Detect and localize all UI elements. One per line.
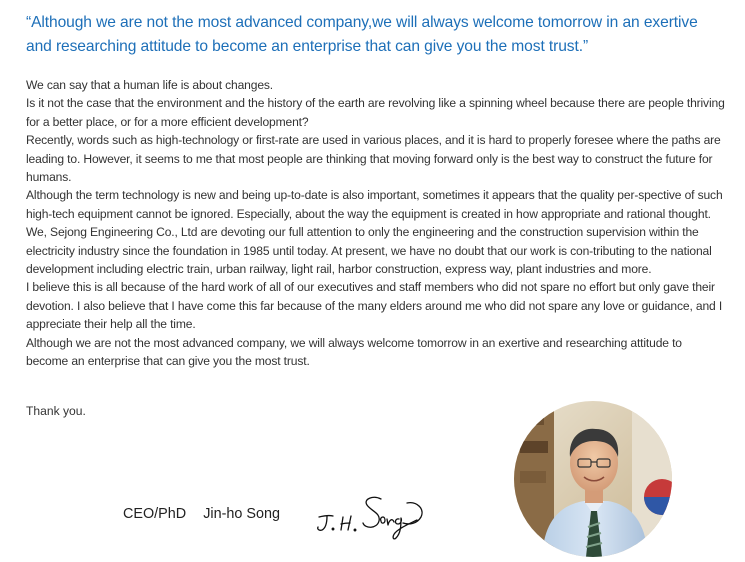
quote-line-1: “Although we are not the most advanced company,we will always welcome tomorrow in an exertive <box>26 14 698 31</box>
paragraph-1: We can say that a human life is about changes. <box>26 78 273 92</box>
quote-line-2: and researching attitude to become an enterprise that can give you the most trust.” <box>26 38 589 55</box>
headline-quote <box>26 11 726 59</box>
signer-title: CEO/PhD <box>123 506 187 522</box>
handwritten-signature <box>313 493 433 543</box>
paragraph-3: Recently, words such as high-technology or first-rate are used in various places, and it is hard to properly foresee where the paths are leading to. However, it seems to me that most people are thinking that moving forward only is the best way to construct the future for humans. <box>26 133 721 185</box>
signer-name: Jin-ho Song <box>203 506 280 522</box>
paragraph-4: Although the term technology is new and being up-to-date is also important, sometimes it appears that the quality per-spective of such high-tech equipment cannot be ignored. Especially, about the way the equipment is created in how appropriate and rational thought. <box>26 188 723 221</box>
closing-text: Thank you. <box>26 404 86 418</box>
paragraph-6: I believe this is all because of the hard work of all of our executives and staff members who did not spare no effort but only gave their devotion. I also believe that I have come this far because of the many elders around me who did not spare any love or guidance, and I appreciate their help all the time. <box>26 280 723 332</box>
paragraph-2: Is it not the case that the environment and the history of the earth are revolving like a spinning wheel because there are people thriving for a better place, or for a more efficient development? <box>26 96 725 129</box>
signer-line <box>123 506 280 522</box>
message-body <box>26 76 726 371</box>
paragraph-5: We, Sejong Engineering Co., Ltd are devoting our full attention to only the engineering and the construction supervision within the electricity industry since the foundation in 1985 until today. At present, we have no doubt that our work is con-tributing to the national development including electric train, urban railway, light rail, harbor construction, express way, plant industries and more. <box>26 225 712 277</box>
paragraph-7: Although we are not the most advanced company, we will always welcome tomorrow in an exertive and researching attitude to become an enterprise that can give you the most trust. <box>26 335 682 369</box>
ceo-portrait <box>514 401 672 557</box>
